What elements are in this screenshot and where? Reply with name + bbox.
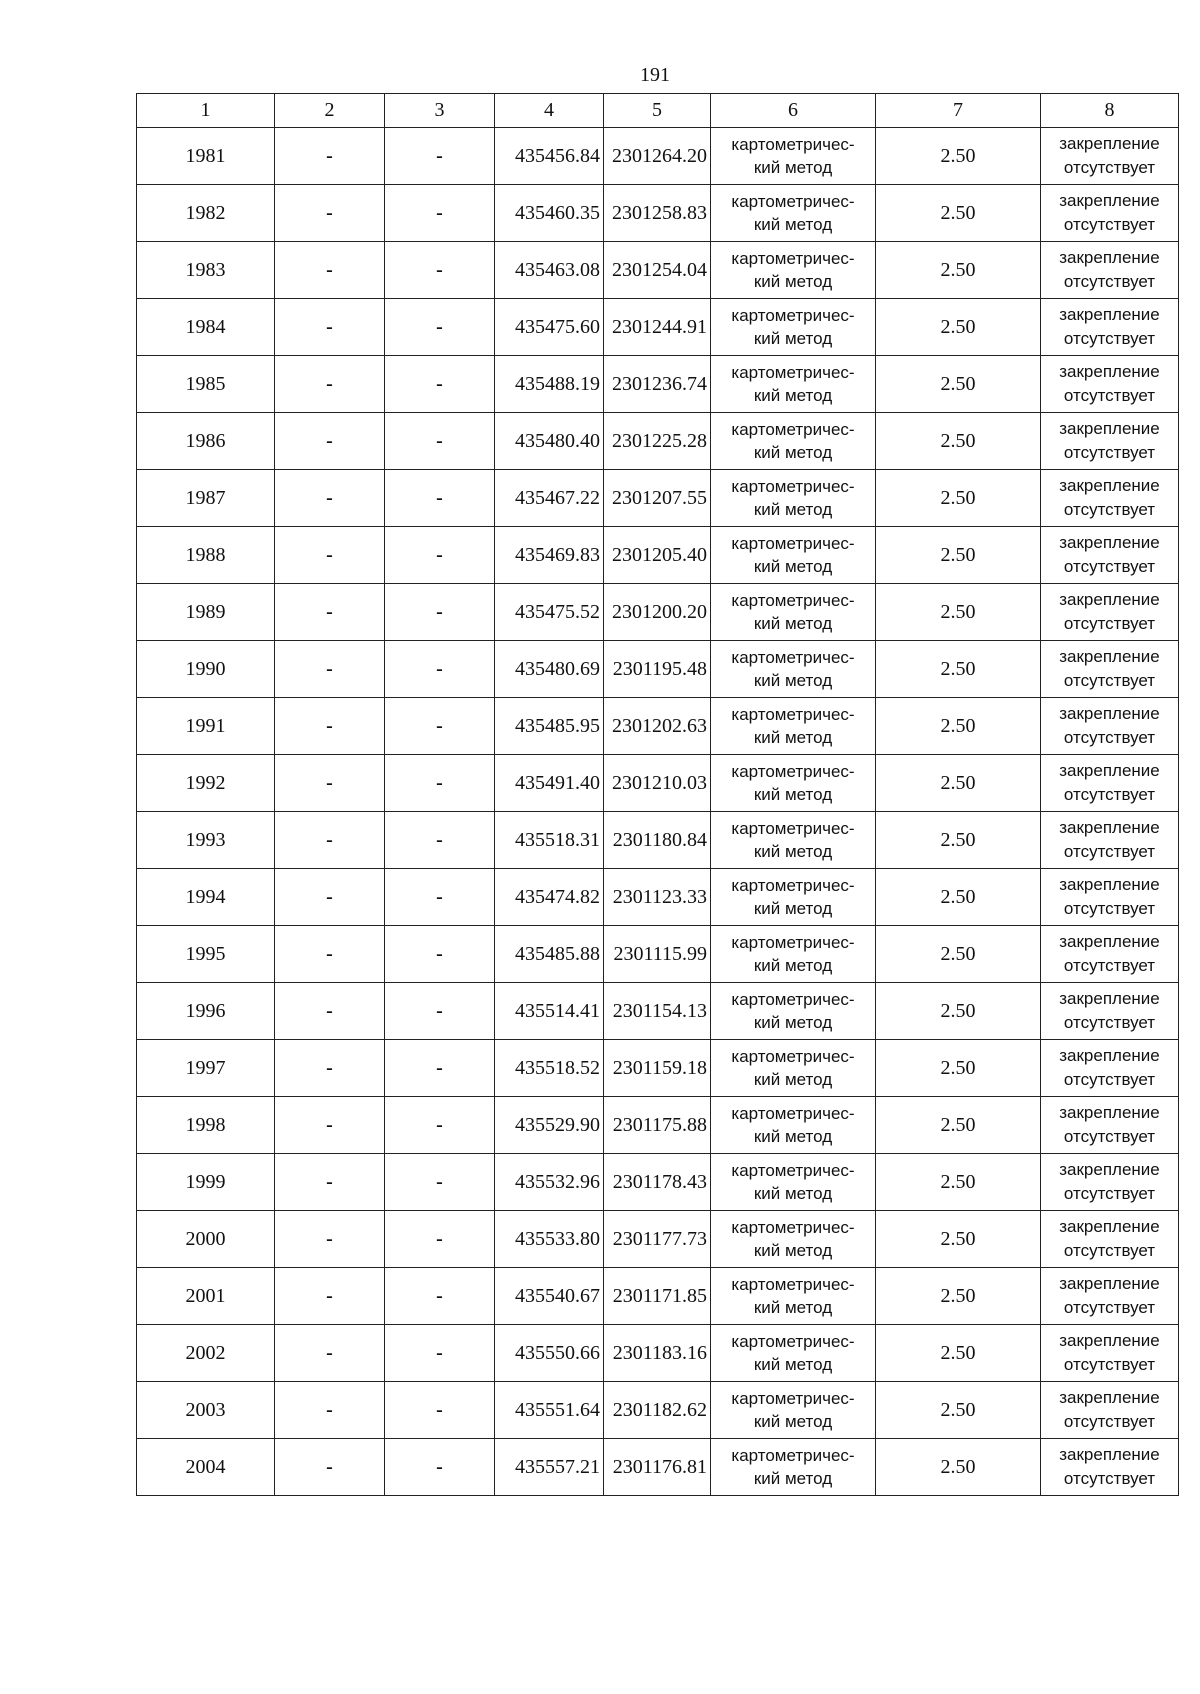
accuracy-cell: 2.50 xyxy=(876,926,1041,983)
y-coordinate-cell: 2301236.74 xyxy=(604,356,711,413)
empty-cell: - xyxy=(385,1439,495,1496)
y-coordinate-cell: 2301175.88 xyxy=(604,1097,711,1154)
table-row xyxy=(137,128,1179,185)
method-cell: картометричес- кий метод xyxy=(711,128,876,185)
accuracy-cell: 2.50 xyxy=(876,698,1041,755)
point-number-cell: 2000 xyxy=(137,1211,275,1268)
y-coordinate-cell: 2301178.43 xyxy=(604,1154,711,1211)
table-row xyxy=(137,1439,1179,1496)
fixing-cell: закрепление отсутствует xyxy=(1041,1040,1179,1097)
point-number-cell: 1988 xyxy=(137,527,275,584)
method-cell: картометричес- кий метод xyxy=(711,869,876,926)
accuracy-cell: 2.50 xyxy=(876,641,1041,698)
fixing-cell: закрепление отсутствует xyxy=(1041,1382,1179,1439)
table-row xyxy=(137,185,1179,242)
fixing-cell: закрепление отсутствует xyxy=(1041,926,1179,983)
table-row xyxy=(137,1268,1179,1325)
accuracy-cell: 2.50 xyxy=(876,1040,1041,1097)
column-header: 1 xyxy=(137,94,275,128)
empty-cell: - xyxy=(385,1211,495,1268)
point-number-cell: 1996 xyxy=(137,983,275,1040)
coordinates-table xyxy=(136,93,1179,1496)
accuracy-cell: 2.50 xyxy=(876,1154,1041,1211)
accuracy-cell: 2.50 xyxy=(876,1268,1041,1325)
empty-cell: - xyxy=(385,185,495,242)
empty-cell: - xyxy=(275,1325,385,1382)
empty-cell: - xyxy=(275,356,385,413)
method-cell: картометричес- кий метод xyxy=(711,356,876,413)
accuracy-cell: 2.50 xyxy=(876,869,1041,926)
accuracy-cell: 2.50 xyxy=(876,1325,1041,1382)
method-cell: картометричес- кий метод xyxy=(711,470,876,527)
empty-cell: - xyxy=(275,299,385,356)
fixing-cell: закрепление отсутствует xyxy=(1041,1097,1179,1154)
empty-cell: - xyxy=(385,470,495,527)
y-coordinate-cell: 2301182.62 xyxy=(604,1382,711,1439)
accuracy-cell: 2.50 xyxy=(876,299,1041,356)
method-cell: картометричес- кий метод xyxy=(711,1154,876,1211)
accuracy-cell: 2.50 xyxy=(876,470,1041,527)
empty-cell: - xyxy=(385,1154,495,1211)
column-header: 8 xyxy=(1041,94,1179,128)
column-header: 2 xyxy=(275,94,385,128)
x-coordinate-cell: 435518.52 xyxy=(495,1040,604,1097)
column-header: 5 xyxy=(604,94,711,128)
y-coordinate-cell: 2301195.48 xyxy=(604,641,711,698)
empty-cell: - xyxy=(275,1268,385,1325)
x-coordinate-cell: 435488.19 xyxy=(495,356,604,413)
x-coordinate-cell: 435463.08 xyxy=(495,242,604,299)
accuracy-cell: 2.50 xyxy=(876,185,1041,242)
y-coordinate-cell: 2301244.91 xyxy=(604,299,711,356)
table-row xyxy=(137,641,1179,698)
empty-cell: - xyxy=(275,1097,385,1154)
empty-cell: - xyxy=(385,926,495,983)
empty-cell: - xyxy=(385,356,495,413)
fixing-cell: закрепление отсутствует xyxy=(1041,242,1179,299)
column-header: 7 xyxy=(876,94,1041,128)
table-row xyxy=(137,584,1179,641)
fixing-cell: закрепление отсутствует xyxy=(1041,1325,1179,1382)
table-body xyxy=(137,128,1179,1496)
fixing-cell: закрепление отсутствует xyxy=(1041,527,1179,584)
fixing-cell: закрепление отсутствует xyxy=(1041,470,1179,527)
accuracy-cell: 2.50 xyxy=(876,1439,1041,1496)
method-cell: картометричес- кий метод xyxy=(711,1325,876,1382)
y-coordinate-cell: 2301183.16 xyxy=(604,1325,711,1382)
table-row xyxy=(137,356,1179,413)
x-coordinate-cell: 435480.69 xyxy=(495,641,604,698)
table-row xyxy=(137,1325,1179,1382)
x-coordinate-cell: 435518.31 xyxy=(495,812,604,869)
empty-cell: - xyxy=(385,1382,495,1439)
accuracy-cell: 2.50 xyxy=(876,527,1041,584)
table-row xyxy=(137,926,1179,983)
method-cell: картометричес- кий метод xyxy=(711,1439,876,1496)
point-number-cell: 1998 xyxy=(137,1097,275,1154)
accuracy-cell: 2.50 xyxy=(876,1097,1041,1154)
empty-cell: - xyxy=(275,1211,385,1268)
accuracy-cell: 2.50 xyxy=(876,812,1041,869)
x-coordinate-cell: 435550.66 xyxy=(495,1325,604,1382)
point-number-cell: 1997 xyxy=(137,1040,275,1097)
y-coordinate-cell: 2301258.83 xyxy=(604,185,711,242)
point-number-cell: 1995 xyxy=(137,926,275,983)
method-cell: картометричес- кий метод xyxy=(711,698,876,755)
column-header: 4 xyxy=(495,94,604,128)
fixing-cell: закрепление отсутствует xyxy=(1041,128,1179,185)
x-coordinate-cell: 435460.35 xyxy=(495,185,604,242)
method-cell: картометричес- кий метод xyxy=(711,242,876,299)
point-number-cell: 1985 xyxy=(137,356,275,413)
x-coordinate-cell: 435475.52 xyxy=(495,584,604,641)
empty-cell: - xyxy=(385,1097,495,1154)
table-row xyxy=(137,1040,1179,1097)
point-number-cell: 1989 xyxy=(137,584,275,641)
y-coordinate-cell: 2301154.13 xyxy=(604,983,711,1040)
table-row xyxy=(137,527,1179,584)
y-coordinate-cell: 2301115.99 xyxy=(604,926,711,983)
fixing-cell: закрепление отсутствует xyxy=(1041,641,1179,698)
table-row xyxy=(137,869,1179,926)
x-coordinate-cell: 435485.95 xyxy=(495,698,604,755)
fixing-cell: закрепление отсутствует xyxy=(1041,698,1179,755)
fixing-cell: закрепление отсутствует xyxy=(1041,983,1179,1040)
x-coordinate-cell: 435532.96 xyxy=(495,1154,604,1211)
y-coordinate-cell: 2301177.73 xyxy=(604,1211,711,1268)
method-cell: картометричес- кий метод xyxy=(711,812,876,869)
empty-cell: - xyxy=(385,812,495,869)
table-row xyxy=(137,470,1179,527)
empty-cell: - xyxy=(275,242,385,299)
method-cell: картометричес- кий метод xyxy=(711,299,876,356)
fixing-cell: закрепление отсутствует xyxy=(1041,1211,1179,1268)
point-number-cell: 1999 xyxy=(137,1154,275,1211)
empty-cell: - xyxy=(275,983,385,1040)
point-number-cell: 1981 xyxy=(137,128,275,185)
point-number-cell: 2001 xyxy=(137,1268,275,1325)
fixing-cell: закрепление отсутствует xyxy=(1041,1154,1179,1211)
y-coordinate-cell: 2301225.28 xyxy=(604,413,711,470)
empty-cell: - xyxy=(385,641,495,698)
point-number-cell: 2004 xyxy=(137,1439,275,1496)
method-cell: картометричес- кий метод xyxy=(711,926,876,983)
method-cell: картометричес- кий метод xyxy=(711,755,876,812)
empty-cell: - xyxy=(385,242,495,299)
x-coordinate-cell: 435529.90 xyxy=(495,1097,604,1154)
accuracy-cell: 2.50 xyxy=(876,584,1041,641)
y-coordinate-cell: 2301202.63 xyxy=(604,698,711,755)
point-number-cell: 1992 xyxy=(137,755,275,812)
method-cell: картометричес- кий метод xyxy=(711,584,876,641)
table-row xyxy=(137,983,1179,1040)
y-coordinate-cell: 2301207.55 xyxy=(604,470,711,527)
x-coordinate-cell: 435475.60 xyxy=(495,299,604,356)
table-row xyxy=(137,1211,1179,1268)
empty-cell: - xyxy=(275,1040,385,1097)
accuracy-cell: 2.50 xyxy=(876,1382,1041,1439)
empty-cell: - xyxy=(385,584,495,641)
empty-cell: - xyxy=(275,698,385,755)
empty-cell: - xyxy=(385,1040,495,1097)
point-number-cell: 2002 xyxy=(137,1325,275,1382)
empty-cell: - xyxy=(385,1325,495,1382)
x-coordinate-cell: 435557.21 xyxy=(495,1439,604,1496)
empty-cell: - xyxy=(275,926,385,983)
x-coordinate-cell: 435551.64 xyxy=(495,1382,604,1439)
method-cell: картометричес- кий метод xyxy=(711,1040,876,1097)
point-number-cell: 1990 xyxy=(137,641,275,698)
point-number-cell: 1982 xyxy=(137,185,275,242)
x-coordinate-cell: 435469.83 xyxy=(495,527,604,584)
empty-cell: - xyxy=(385,128,495,185)
empty-cell: - xyxy=(275,584,385,641)
method-cell: картометричес- кий метод xyxy=(711,1097,876,1154)
empty-cell: - xyxy=(275,1154,385,1211)
empty-cell: - xyxy=(385,299,495,356)
fixing-cell: закрепление отсутствует xyxy=(1041,755,1179,812)
y-coordinate-cell: 2301159.18 xyxy=(604,1040,711,1097)
empty-cell: - xyxy=(275,755,385,812)
fixing-cell: закрепление отсутствует xyxy=(1041,869,1179,926)
table-row xyxy=(137,299,1179,356)
point-number-cell: 1986 xyxy=(137,413,275,470)
point-number-cell: 1994 xyxy=(137,869,275,926)
y-coordinate-cell: 2301254.04 xyxy=(604,242,711,299)
empty-cell: - xyxy=(275,185,385,242)
table-row xyxy=(137,413,1179,470)
y-coordinate-cell: 2301264.20 xyxy=(604,128,711,185)
method-cell: картометричес- кий метод xyxy=(711,413,876,470)
empty-cell: - xyxy=(275,1439,385,1496)
header-row xyxy=(137,94,1179,128)
fixing-cell: закрепление отсутствует xyxy=(1041,1268,1179,1325)
empty-cell: - xyxy=(275,470,385,527)
table-row xyxy=(137,242,1179,299)
y-coordinate-cell: 2301176.81 xyxy=(604,1439,711,1496)
empty-cell: - xyxy=(385,1268,495,1325)
y-coordinate-cell: 2301200.20 xyxy=(604,584,711,641)
point-number-cell: 1983 xyxy=(137,242,275,299)
table-row xyxy=(137,698,1179,755)
fixing-cell: закрепление отсутствует xyxy=(1041,413,1179,470)
method-cell: картометричес- кий метод xyxy=(711,641,876,698)
accuracy-cell: 2.50 xyxy=(876,413,1041,470)
x-coordinate-cell: 435456.84 xyxy=(495,128,604,185)
empty-cell: - xyxy=(275,869,385,926)
empty-cell: - xyxy=(275,641,385,698)
table-row xyxy=(137,1382,1179,1439)
empty-cell: - xyxy=(385,698,495,755)
y-coordinate-cell: 2301180.84 xyxy=(604,812,711,869)
accuracy-cell: 2.50 xyxy=(876,356,1041,413)
empty-cell: - xyxy=(385,755,495,812)
x-coordinate-cell: 435474.82 xyxy=(495,869,604,926)
method-cell: картометричес- кий метод xyxy=(711,1382,876,1439)
x-coordinate-cell: 435533.80 xyxy=(495,1211,604,1268)
table-row xyxy=(137,812,1179,869)
empty-cell: - xyxy=(275,812,385,869)
table-row xyxy=(137,755,1179,812)
method-cell: картометричес- кий метод xyxy=(711,527,876,584)
empty-cell: - xyxy=(275,1382,385,1439)
page-number: 191 xyxy=(640,64,670,86)
empty-cell: - xyxy=(275,413,385,470)
empty-cell: - xyxy=(385,413,495,470)
y-coordinate-cell: 2301123.33 xyxy=(604,869,711,926)
x-coordinate-cell: 435480.40 xyxy=(495,413,604,470)
empty-cell: - xyxy=(275,527,385,584)
point-number-cell: 1991 xyxy=(137,698,275,755)
accuracy-cell: 2.50 xyxy=(876,755,1041,812)
accuracy-cell: 2.50 xyxy=(876,128,1041,185)
y-coordinate-cell: 2301171.85 xyxy=(604,1268,711,1325)
point-number-cell: 1993 xyxy=(137,812,275,869)
empty-cell: - xyxy=(385,527,495,584)
method-cell: картометричес- кий метод xyxy=(711,1268,876,1325)
table-row xyxy=(137,1097,1179,1154)
accuracy-cell: 2.50 xyxy=(876,1211,1041,1268)
x-coordinate-cell: 435514.41 xyxy=(495,983,604,1040)
x-coordinate-cell: 435540.67 xyxy=(495,1268,604,1325)
fixing-cell: закрепление отсутствует xyxy=(1041,584,1179,641)
table-row xyxy=(137,1154,1179,1211)
y-coordinate-cell: 2301210.03 xyxy=(604,755,711,812)
accuracy-cell: 2.50 xyxy=(876,242,1041,299)
fixing-cell: закрепление отсутствует xyxy=(1041,299,1179,356)
fixing-cell: закрепление отсутствует xyxy=(1041,812,1179,869)
empty-cell: - xyxy=(385,983,495,1040)
method-cell: картометричес- кий метод xyxy=(711,1211,876,1268)
column-header: 6 xyxy=(711,94,876,128)
x-coordinate-cell: 435485.88 xyxy=(495,926,604,983)
table-header xyxy=(137,94,1179,128)
empty-cell: - xyxy=(275,128,385,185)
fixing-cell: закрепление отсутствует xyxy=(1041,185,1179,242)
point-number-cell: 2003 xyxy=(137,1382,275,1439)
x-coordinate-cell: 435467.22 xyxy=(495,470,604,527)
x-coordinate-cell: 435491.40 xyxy=(495,755,604,812)
method-cell: картометричес- кий метод xyxy=(711,983,876,1040)
fixing-cell: закрепление отсутствует xyxy=(1041,356,1179,413)
point-number-cell: 1984 xyxy=(137,299,275,356)
fixing-cell: закрепление отсутствует xyxy=(1041,1439,1179,1496)
accuracy-cell: 2.50 xyxy=(876,983,1041,1040)
column-header: 3 xyxy=(385,94,495,128)
method-cell: картометричес- кий метод xyxy=(711,185,876,242)
point-number-cell: 1987 xyxy=(137,470,275,527)
y-coordinate-cell: 2301205.40 xyxy=(604,527,711,584)
empty-cell: - xyxy=(385,869,495,926)
